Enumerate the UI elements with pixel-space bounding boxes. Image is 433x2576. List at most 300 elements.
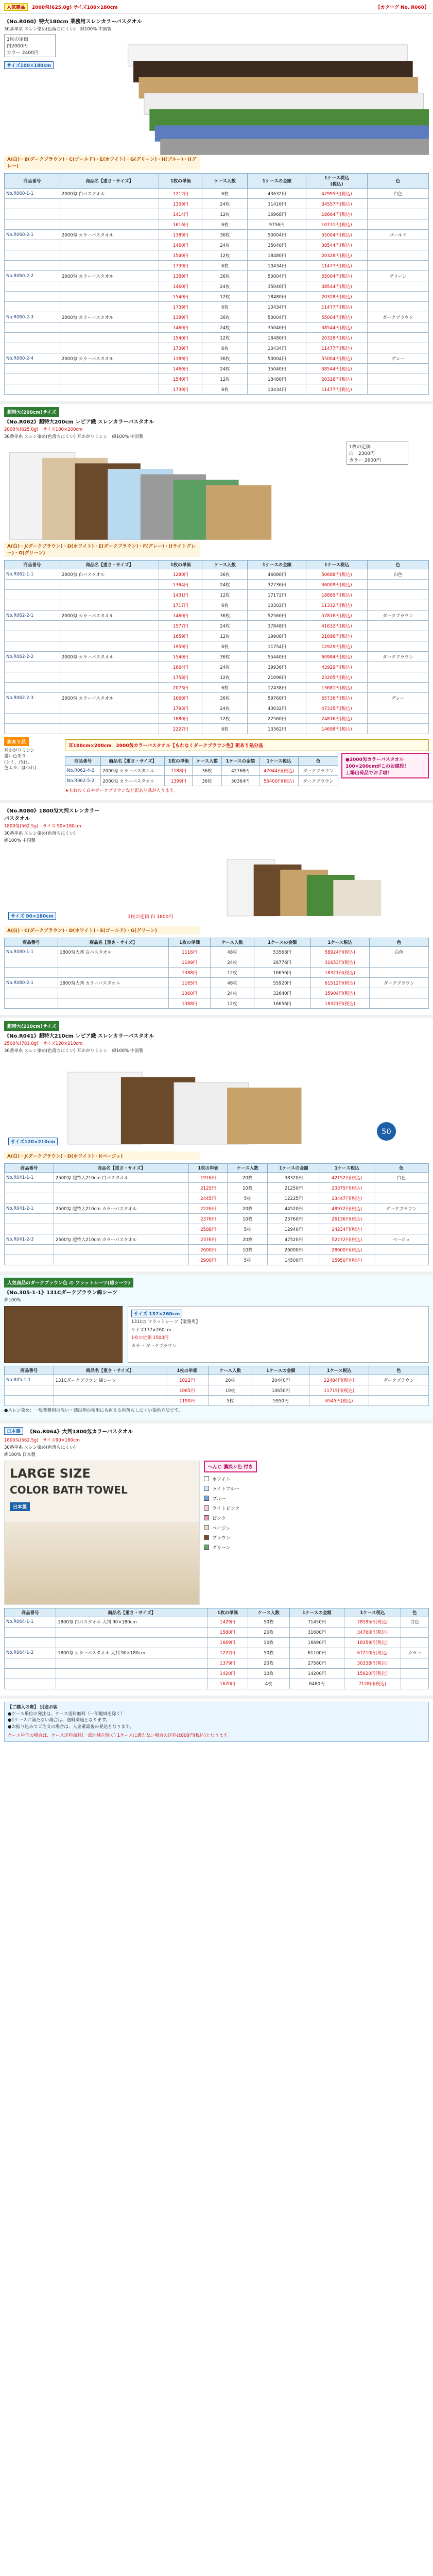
s3-th-amount: 1ケースの金額 xyxy=(254,938,310,947)
s5-th-case: ケース入数 xyxy=(208,1366,252,1375)
cell-amount: 10650円 xyxy=(252,1385,309,1396)
cell-color xyxy=(374,1193,428,1204)
cell-code xyxy=(5,631,60,641)
cell-amount: 28776円 xyxy=(254,957,310,968)
s2-right xyxy=(347,442,429,539)
cell-case: 36枚 xyxy=(193,766,222,776)
cell-tax: 11477円(税込) xyxy=(306,384,368,395)
cell-code xyxy=(5,1668,56,1679)
cell-name xyxy=(60,683,159,693)
cell-tax: 43929円(税込) xyxy=(306,662,368,672)
cell-code xyxy=(5,1396,54,1406)
cell-tax: 28600円(税込) xyxy=(320,1245,374,1255)
cell-color xyxy=(367,374,428,384)
s2-th-amount: 1ケースの金額 xyxy=(248,561,306,569)
s2-defect-rows xyxy=(65,766,338,786)
cell-name xyxy=(54,1396,166,1406)
s3-price-table xyxy=(4,938,429,1009)
cell-amount: 11754円 xyxy=(248,641,306,652)
table-row xyxy=(5,1204,429,1214)
cell-code xyxy=(5,621,60,631)
table-row xyxy=(5,611,429,621)
cell-case: 12枚 xyxy=(202,374,248,384)
cell-price: 2227円 xyxy=(159,724,202,734)
s6-tag: 日本製 xyxy=(4,1427,23,1435)
s4-colors: A(白)・J(ダークブラウン)・D(ホワイト)・I(ベージュ) xyxy=(4,1151,200,1160)
cell-tax: 7128円(税込) xyxy=(344,1679,401,1689)
cell-name xyxy=(54,1245,189,1255)
table-row xyxy=(5,1679,429,1689)
cell-code xyxy=(5,209,60,219)
cell-price: 1540円 xyxy=(159,374,202,384)
section-r062 xyxy=(0,404,433,803)
cell-price: 2445円 xyxy=(189,1193,228,1204)
s6-color-4 xyxy=(204,1515,429,1521)
cell-case: 6枚 xyxy=(202,600,248,611)
cell-color xyxy=(367,641,428,652)
cell-name xyxy=(60,281,159,292)
table-row xyxy=(5,302,429,312)
cell-color xyxy=(367,600,428,611)
s2d-th-amount: 1ケースの金額 xyxy=(221,757,259,766)
cell-case: 12枚 xyxy=(202,333,248,343)
s2-th-price: 1枚の単価 xyxy=(159,561,202,569)
cell-price: 1540円 xyxy=(159,652,202,662)
cell-tax: 31653円(税込) xyxy=(310,957,369,968)
s4-th-color: 色 xyxy=(374,1164,428,1173)
cell-color xyxy=(367,631,428,641)
cell-name xyxy=(60,323,159,333)
cell-tax: 57816円(税込) xyxy=(306,611,368,621)
section-r060 xyxy=(0,14,433,404)
cell-tax: 30338円(税込) xyxy=(344,1658,401,1668)
cell-tax: 36009円(税込) xyxy=(306,580,368,590)
footer-line-2: ●お振り込みでご注文の場合は、入金確認後の発送となります。 xyxy=(8,1724,134,1730)
table-row xyxy=(5,281,429,292)
cell-case: 6枚 xyxy=(202,261,248,271)
s2d-th-price: 1枚の単価 xyxy=(165,757,193,766)
table-row xyxy=(5,312,429,323)
cell-amount: 46080円 xyxy=(248,569,306,580)
cell-code: No.R041-1-1 xyxy=(5,1173,54,1183)
footer-title: 【ご購入の際】 別途お客 xyxy=(8,1704,58,1710)
cell-case: 6枚 xyxy=(202,384,248,395)
cell-case: 6枚 xyxy=(202,189,248,199)
table-row xyxy=(5,1173,429,1183)
table-row xyxy=(5,947,429,957)
cell-color: ダークブラウン xyxy=(367,312,428,323)
cell-case: 24枚 xyxy=(202,323,248,333)
s6-th-name: 商品名【重さ・サイズ】 xyxy=(56,1608,207,1617)
cell-color: ダークブラウン xyxy=(374,1204,428,1214)
cell-case: 36枚 xyxy=(202,693,248,703)
cell-color xyxy=(369,1396,428,1406)
cell-tax: 47995円(税込) xyxy=(306,189,368,199)
s6-color-0 xyxy=(204,1476,429,1482)
s6-color-label: ピンク xyxy=(212,1516,226,1521)
cell-code xyxy=(5,714,60,724)
cell-tax: 58924円(税込) xyxy=(310,947,369,957)
table-row xyxy=(5,968,429,978)
cell-code: No.R060-2-1 xyxy=(5,230,60,240)
cell-tax: 11332円(税込) xyxy=(306,600,368,611)
cell-price: 1580円 xyxy=(207,1627,248,1637)
cell-amount: 18480円 xyxy=(248,333,306,343)
cell-tax: 20328円(税込) xyxy=(306,292,368,302)
cell-tax: 18321円(税込) xyxy=(310,998,369,1009)
table-row xyxy=(5,693,429,703)
cell-price: 1739円 xyxy=(159,384,202,395)
cell-color xyxy=(367,209,428,219)
s6-big1: LARGE SIZE xyxy=(10,1466,91,1481)
cell-name: 2000匁 カラーバスタオル xyxy=(101,776,165,786)
cell-tax: 18664円(税込) xyxy=(306,209,368,219)
cell-case: 36枚 xyxy=(202,230,248,240)
cell-name xyxy=(60,292,159,302)
s6-color-label: ライトピンク xyxy=(212,1506,240,1512)
table-row xyxy=(5,978,429,988)
cell-case: 50枚 xyxy=(248,1617,290,1627)
cell-code: No.R080-2-1 xyxy=(5,978,58,988)
s1-th-tax: 1ケース税込 (税込) xyxy=(306,174,368,189)
s5-th-tax: 1ケース税込 xyxy=(309,1366,369,1375)
s3-th-code: 商品番号 xyxy=(5,938,58,947)
cell-tax: 42152円(税込) xyxy=(320,1173,374,1183)
cell-price: 2226円 xyxy=(189,1204,228,1214)
cell-color xyxy=(367,703,428,714)
cell-tax: 18359円(税込) xyxy=(344,1637,401,1648)
cell-name: 1800匁大判 カラーバスタオル xyxy=(58,978,169,988)
s1-rows xyxy=(5,189,429,395)
cell-amount: 53568円 xyxy=(254,947,310,957)
cell-price: 1388円 xyxy=(169,968,211,978)
cell-code xyxy=(5,281,60,292)
cell-name xyxy=(60,384,159,395)
table-row xyxy=(5,1193,429,1204)
cell-name xyxy=(58,968,169,978)
cell-amount: 44520円 xyxy=(268,1204,320,1214)
s6-th-amount: 1ケースの金額 xyxy=(290,1608,344,1617)
cell-amount: 12940円 xyxy=(268,1224,320,1234)
s6-color-label: ホワイト xyxy=(212,1477,231,1482)
s2-price-table xyxy=(4,560,429,734)
s6-color-1 xyxy=(204,1485,429,1492)
cell-tax: 50688円(税込) xyxy=(306,569,368,580)
cell-code xyxy=(5,724,60,734)
cell-price: 1758円 xyxy=(159,672,202,683)
cell-case: 48枚 xyxy=(211,947,254,957)
cell-price: 1739円 xyxy=(159,343,202,353)
cell-color: 白色 xyxy=(367,569,428,580)
cell-case: 20枚 xyxy=(228,1204,268,1214)
s2-defect-left xyxy=(4,737,61,772)
cell-color xyxy=(370,968,429,978)
cell-amount: 20440円 xyxy=(252,1375,309,1385)
cell-case: 12枚 xyxy=(202,292,248,302)
cell-tax: 38544円(税込) xyxy=(306,323,368,333)
cell-price: 1280円 xyxy=(159,569,202,580)
cell-case: 10枚 xyxy=(228,1214,268,1224)
cell-price: 2125円 xyxy=(189,1183,228,1193)
s6-th-tax: 1ケース税込 xyxy=(344,1608,401,1617)
swatch xyxy=(204,1515,209,1520)
cell-price: 1379円 xyxy=(207,1658,248,1668)
cell-name xyxy=(54,1214,189,1224)
cell-case: 5枚 xyxy=(208,1396,252,1406)
cell-name: 2000匁 カラーバスタオル xyxy=(60,230,159,240)
cell-color xyxy=(367,364,428,374)
s2-cotton: 30番単糸 スレン染め(色落ちにくい) 耳かがりミシン 綿100% 中国製 xyxy=(4,434,144,439)
s6-color-7 xyxy=(204,1544,429,1551)
cell-name: 2000匁 カラーバスタオル xyxy=(60,353,159,364)
cell-price: 1431円 xyxy=(159,590,202,600)
s6-swatches xyxy=(204,1461,429,1605)
cell-color: ダークブラウン xyxy=(370,978,429,988)
cell-amount: 50004円 xyxy=(248,312,306,323)
s2-defect-note: 耳かがりミシン 濃い色あり (シミ、汚れ、 色ムラ、ほつれ) xyxy=(4,748,37,771)
s2-defect xyxy=(4,737,429,794)
cell-name: 1800匁大判 白バスタオル xyxy=(58,947,169,957)
cell-case: 24枚 xyxy=(202,703,248,714)
cell-name: 2000匁 カラーバスタオル xyxy=(60,652,159,662)
cell-amount: 9756円 xyxy=(248,219,306,230)
cell-code xyxy=(5,590,60,600)
cell-tax: 23375円(税込) xyxy=(320,1183,374,1193)
s2-spec: 2000匁(625.0g) サイズ100×200cm xyxy=(4,427,83,432)
s1-left xyxy=(4,34,92,152)
cell-name xyxy=(60,621,159,631)
cell-tax: 23205円(税込) xyxy=(306,672,368,683)
cell-code xyxy=(5,1385,54,1396)
cell-color xyxy=(367,261,428,271)
cell-name xyxy=(56,1637,207,1648)
s5-th-name: 商品名【重さ・サイズ】 xyxy=(54,1366,166,1375)
cell-color xyxy=(367,219,428,230)
s5-th-price: 1枚の単価 xyxy=(166,1366,208,1375)
s5-size: サイズ 137×260cm xyxy=(131,1310,182,1317)
cell-amount: 39936円 xyxy=(248,662,306,672)
cell-code xyxy=(5,240,60,250)
cell-color xyxy=(367,333,428,343)
s5-note: ●スレン染め：一般業務用の洗い・漂白剤の使用にも耐える色落ちしにくい染色方法です。 xyxy=(4,1408,183,1414)
cell-color xyxy=(367,384,428,395)
popular-badge: 人気商品 xyxy=(4,3,28,11)
cell-amount: 10434円 xyxy=(248,261,306,271)
cell-amount: 18480円 xyxy=(248,292,306,302)
cell-amount: 47520円 xyxy=(268,1234,320,1245)
cell-amount: 26000円 xyxy=(268,1245,320,1255)
s6-color-label: ベージュ xyxy=(212,1526,231,1531)
swatch xyxy=(204,1525,209,1530)
cell-tax: 6545円(税込) xyxy=(309,1396,369,1406)
cell-name: 2000匁 カラーバスタオル xyxy=(101,766,165,776)
s6-title: 《No.R064》大判1800匁カラーバスタオル xyxy=(27,1429,133,1435)
cell-tax: 65736円(税込) xyxy=(306,693,368,703)
cell-tax: 24816円(税込) xyxy=(306,714,368,724)
cell-case: 20枚 xyxy=(208,1375,252,1385)
cell-name xyxy=(60,641,159,652)
cell-color: 白色 xyxy=(374,1173,428,1183)
cell-code xyxy=(5,968,58,978)
cell-case: 36枚 xyxy=(202,652,248,662)
cell-tax: 10731円(税込) xyxy=(306,219,368,230)
s5-body xyxy=(4,1306,429,1363)
s1-th-case: ケース入数 xyxy=(202,174,248,189)
s4-size: サイズ120×210cm xyxy=(8,1138,58,1145)
cell-case: 24枚 xyxy=(202,364,248,374)
footer-line-1: ●1ケースに満たない場合は、送料別途となります。 xyxy=(8,1718,110,1723)
cell-price: 1022円 xyxy=(166,1375,208,1385)
cell-price: 1664円 xyxy=(159,662,202,672)
cell-amount: 55440円 xyxy=(248,652,306,662)
cell-code xyxy=(5,683,60,693)
cell-tax: 13447円(税込) xyxy=(320,1193,374,1204)
s2-tag: 超特大(200cm)サイズ xyxy=(4,407,59,417)
table-row xyxy=(5,714,429,724)
cell-tax: 11477円(税込) xyxy=(306,302,368,312)
cell-color xyxy=(374,1245,428,1255)
s3-subtitle: バスタオル xyxy=(4,816,30,822)
cell-color xyxy=(367,302,428,312)
cell-code xyxy=(5,323,60,333)
cell-case: 6枚 xyxy=(202,724,248,734)
cell-code: No.R062-1-1 xyxy=(5,569,60,580)
s6-color-3 xyxy=(204,1505,429,1512)
cell-tax: 60984円(税込) xyxy=(306,652,368,662)
footer xyxy=(0,1699,433,1746)
cell-case: 12枚 xyxy=(202,209,248,219)
cell-case: 6枚 xyxy=(202,343,248,353)
s3-size: サイズ 90×180cm xyxy=(8,912,56,920)
cell-tax: 38544円(税込) xyxy=(306,364,368,374)
s2-defect-headline: 耳100cm×200cm 2000匁カラーバスタオル【もれなくダークブラウン色】訳あり処分品 xyxy=(65,739,429,751)
table-row xyxy=(5,724,429,734)
table-row xyxy=(5,1255,429,1265)
cell-amount: 16656円 xyxy=(254,968,310,978)
s5-sheet-image xyxy=(4,1306,123,1363)
cell-color xyxy=(367,672,428,683)
cell-code xyxy=(5,672,60,683)
cell-color: 白色 xyxy=(401,1617,428,1627)
cell-amount: 16690円 xyxy=(290,1637,344,1648)
cell-code xyxy=(5,1193,54,1204)
table-row xyxy=(5,219,429,230)
cell-color xyxy=(370,957,429,968)
cell-amount: 19908円 xyxy=(248,631,306,641)
cell-amount: 17172円 xyxy=(248,590,306,600)
cell-case: 24枚 xyxy=(202,662,248,672)
s5-line-0: 131cの フラットシーツ【業務用】 xyxy=(131,1319,200,1325)
cell-color xyxy=(367,683,428,693)
table-row xyxy=(5,998,429,1009)
s2-defect-foot: ★もれなく白やダークブラウンなど訳あり品が入ります。 xyxy=(65,788,178,793)
s5-line-2: 1枚の定価 1500円 xyxy=(131,1335,169,1341)
s1-th-color: 色 xyxy=(367,174,428,189)
cell-price: 1388円 xyxy=(169,998,211,1009)
cell-color xyxy=(401,1658,428,1668)
cell-code xyxy=(5,199,60,209)
cell-case: 5枚 xyxy=(228,1255,268,1265)
table-row xyxy=(5,672,429,683)
cell-amount: 31416円 xyxy=(248,199,306,209)
cell-price: 1793円 xyxy=(159,703,202,714)
table-row xyxy=(5,652,429,662)
s6-color-5 xyxy=(204,1524,429,1531)
cell-name xyxy=(60,672,159,683)
cell-tax: 52272円(税込) xyxy=(320,1234,374,1245)
cell-code xyxy=(5,1637,56,1648)
cell-tax: 34557円(税込) xyxy=(306,199,368,209)
cell-color xyxy=(374,1214,428,1224)
cell-amount: 43032円 xyxy=(248,703,306,714)
table-row xyxy=(5,1224,429,1234)
cell-tax: 13681円(税込) xyxy=(306,683,368,693)
table-row xyxy=(5,240,429,250)
s1-colors: A(白)・B(ダークブラウン)・C(ゴールド)・E(ホワイト)・G(グリーン)・H(ブルー)・I(グレー) xyxy=(4,155,200,170)
s6-color-label: ブラウン xyxy=(212,1535,231,1541)
cell-name xyxy=(60,261,159,271)
s1-cotton: 30番単糸 スレン染め(色落ちにくい) 綿100% 中国製 xyxy=(4,27,112,32)
cell-code xyxy=(5,988,58,998)
cell-tax: 20328円(税込) xyxy=(306,333,368,343)
cell-tax: 38544円(税込) xyxy=(306,240,368,250)
table-row xyxy=(5,1658,429,1668)
cell-price: 1616円 xyxy=(159,219,202,230)
s6-color-6 xyxy=(204,1534,429,1541)
cell-color xyxy=(370,988,429,998)
table-row xyxy=(5,988,429,998)
s2-th-color: 色 xyxy=(367,561,428,569)
s6-th-code: 商品番号 xyxy=(5,1608,56,1617)
swatch xyxy=(204,1535,209,1540)
cell-price: 1717円 xyxy=(159,600,202,611)
table-row xyxy=(5,209,429,219)
cell-code xyxy=(5,364,60,374)
s2-title: 《No.R062》超特大200cm レピア織 スレンカラーバスタオル xyxy=(4,419,154,425)
s2-colors: A(白)・J(ダークブラウン)・D(ホワイト)・E(ダークブラウン)・F(グレー)・I(ライトグレー)・G(グリーン) xyxy=(4,541,200,557)
s2d-th-name: 商品名【重さ・サイズ】 xyxy=(101,757,165,766)
cell-amount: 10434円 xyxy=(248,343,306,353)
cell-tax: 47335円(税込) xyxy=(306,703,368,714)
table-row xyxy=(5,261,429,271)
cell-color xyxy=(401,1679,428,1689)
s6-made: 綿100% 日本製 xyxy=(4,1452,36,1458)
cell-color: グレー xyxy=(367,693,428,703)
cell-code xyxy=(5,1224,54,1234)
cell-color xyxy=(401,1668,428,1679)
s4-th-amount: 1ケースの金額 xyxy=(268,1164,320,1173)
table-row xyxy=(5,600,429,611)
s5-line-1: サイズ137×260cm xyxy=(131,1327,171,1333)
cell-color xyxy=(367,199,428,209)
cell-name xyxy=(60,333,159,343)
table-row xyxy=(5,662,429,672)
table-row xyxy=(5,1617,429,1627)
table-row xyxy=(5,1396,429,1406)
cell-amount: 37848円 xyxy=(248,621,306,631)
s2-pricebox: 1枚の定価 白 2300円 カラー 2600円 xyxy=(347,442,408,465)
table-row xyxy=(5,621,429,631)
cell-price: 1065円 xyxy=(166,1385,208,1396)
cell-amount: 16968円 xyxy=(248,209,306,219)
s3-colors: A(白)・C(ダークブラウン)・D(ホワイト)・E(ゴールド)・G(グリーン) xyxy=(4,926,200,935)
cell-price: 1399円 xyxy=(165,776,193,786)
s1-title: 《No.R060》特大180cm 業務用スレンカラーバスタオル xyxy=(4,19,142,25)
footer-box xyxy=(4,1702,429,1742)
cell-case: 24枚 xyxy=(211,988,254,998)
cell-price: 1360円 xyxy=(169,988,211,998)
cell-code xyxy=(5,1658,56,1668)
